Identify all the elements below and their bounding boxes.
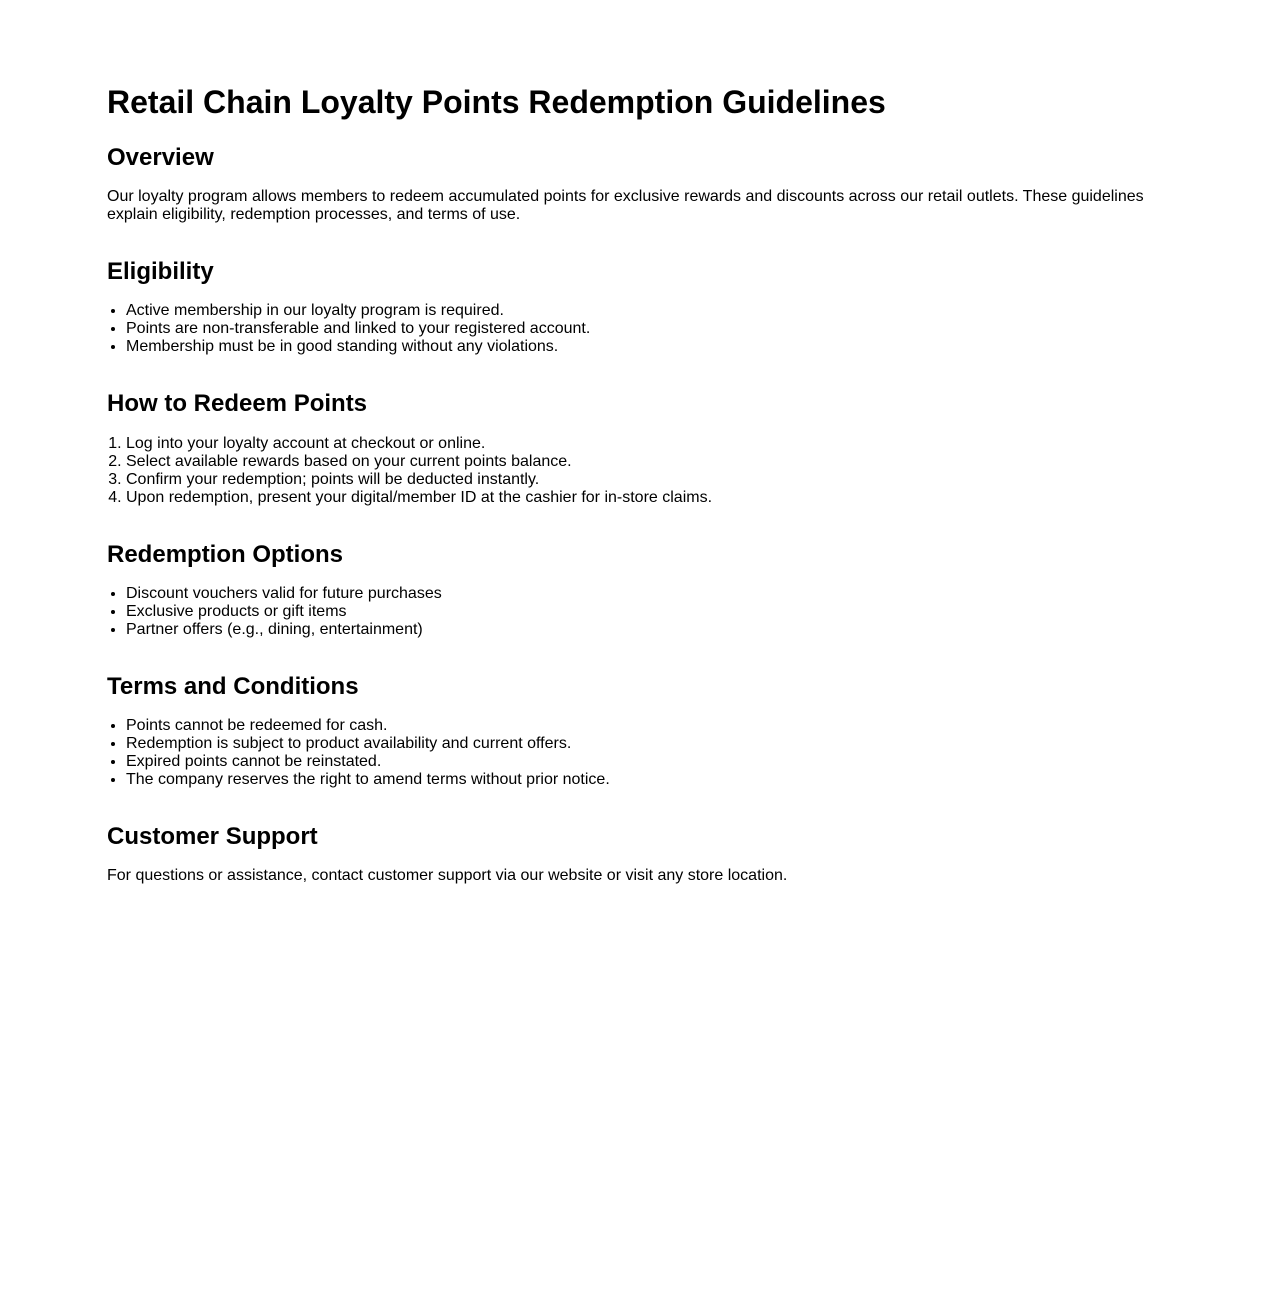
overview-heading: Overview <box>107 144 214 171</box>
overview-section <box>107 144 1167 224</box>
how-to-redeem-section <box>107 390 1167 507</box>
list-item: • Membership must be in good standing without any violations. <box>126 338 1167 356</box>
terms-list <box>107 717 1167 789</box>
how-to-redeem-heading: How to Redeem Points <box>107 390 368 417</box>
customer-support-heading: Customer Support <box>107 823 318 850</box>
redeem-steps-list <box>107 435 1167 507</box>
list-item: • Expired points cannot be reinstated. <box>126 753 1167 771</box>
list-item: • Partner offers (e.g., dining, entertainment) <box>126 621 1167 639</box>
customer-support-text: For questions or assistance, contact customer support via our website or visit any store location. <box>107 867 788 884</box>
list-item: • The company reserves the right to amend terms without prior notice. <box>126 771 1167 789</box>
terms-heading: Terms and Conditions <box>107 673 359 700</box>
customer-support-section <box>107 823 1167 885</box>
list-item: • Exclusive products or gift items <box>126 603 1167 621</box>
list-item: 1. Log into your loyalty account at checkout or online. <box>126 435 1167 453</box>
list-item: • Redemption is subject to product availability and current offers. <box>126 735 1167 753</box>
overview-text: Our loyalty program allows members to redeem accumulated points for exclusive rewards and discounts across our retail outlets. These guidelines explain eligibility, redemption processes, and terms of use. <box>107 188 1144 223</box>
eligibility-list <box>107 302 1167 356</box>
list-item: • Points cannot be redeemed for cash. <box>126 717 1167 735</box>
list-item: 3. Confirm your redemption; points will be deducted instantly. <box>126 471 1167 489</box>
list-item: 2. Select available rewards based on your current points balance. <box>126 453 1167 471</box>
page-title: Retail Chain Loyalty Points Redemption Guidelines <box>107 84 886 120</box>
terms-section <box>107 673 1167 789</box>
redemption-options-heading: Redemption Options <box>107 541 343 568</box>
list-item: 4. Upon redemption, present your digital/member ID at the cashier for in-store claims. <box>126 489 1167 507</box>
list-item: • Active membership in our loyalty program is required. <box>126 302 1167 320</box>
eligibility-heading: Eligibility <box>107 258 214 285</box>
redemption-options-list <box>107 585 1167 639</box>
eligibility-section <box>107 258 1167 356</box>
redemption-options-section <box>107 541 1167 639</box>
list-item: • Points are non-transferable and linked to your registered account. <box>126 320 1167 338</box>
list-item: • Discount vouchers valid for future purchases <box>126 585 1167 603</box>
